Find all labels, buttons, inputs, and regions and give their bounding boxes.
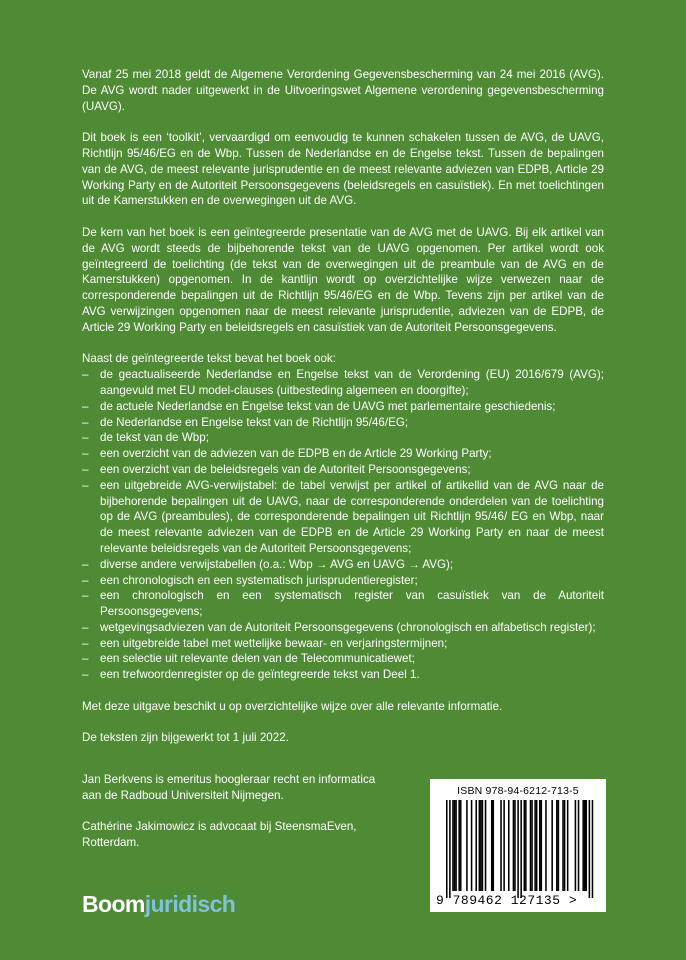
barcode-bar <box>479 800 481 891</box>
author-bio-line: Rotterdam. <box>82 836 140 850</box>
list-item: – een selectie uit relevante delen van de Telecommunicatiewet; <box>82 651 604 667</box>
list-item: – de actuele Nederlandse en Engelse tekst van de UAVG met parlementaire geschiedenis; <box>82 399 604 415</box>
barcode-bar <box>485 800 487 891</box>
author-bio-line: Jan Berkvens is emeritus hoogleraar recht en informatica <box>82 773 376 786</box>
barcode-bar <box>536 800 538 891</box>
barcode-bar <box>525 800 527 891</box>
barcode-bar <box>480 800 482 891</box>
intro-paragraph: Vanaf 25 mei 2018 geldt de Algemene Verordening Gegevensbescherming van 24 mei 2016 (AVG). De AVG wordt nader uitgewerkt in de Uitvoeringswet Algemene verordening gegevensbescherming (UAVG). <box>82 68 604 113</box>
barcode-digits: 9 789462 127135 > <box>436 893 578 908</box>
barcode-bar <box>534 800 536 891</box>
contents-list <box>82 367 604 683</box>
barcode-bar <box>514 800 516 891</box>
barcode-bar <box>589 800 591 898</box>
list-item: – een chronologisch en een systematisch jurisprudentieregister; <box>82 573 604 589</box>
barcode-bar <box>513 800 515 891</box>
barcode-bar <box>530 800 532 891</box>
barcode-bar <box>558 800 560 891</box>
isbn-label: ISBN 978-94-6212-713-5 <box>457 785 579 797</box>
barcode-bar <box>584 800 586 891</box>
barcode-bar <box>592 800 594 898</box>
list-item: – een overzicht van de adviezen van de EDPB en de Article 29 Working Party; <box>82 446 604 462</box>
summary-paragraph: Met deze uitgave beschikt u op overzichtelijke wijze over alle relevante informatie. <box>82 699 503 713</box>
author-bio-line: aan de Radboud Universiteit Nijmegen. <box>82 788 284 802</box>
barcode-bar <box>539 800 541 891</box>
list-item: – een chronologisch en een systematisch register van casuïstiek van de Autoriteit Persoonsgegevens; <box>82 588 604 620</box>
barcode-bar <box>567 800 569 891</box>
barcode-bar <box>524 800 526 891</box>
logo-boom: Boom <box>82 891 145 917</box>
barcode-bar <box>564 800 566 891</box>
barcode-bar <box>562 800 564 891</box>
update-date: De teksten zijn bijgewerkt tot 1 juli 2022. <box>82 731 289 745</box>
barcode-bar <box>545 800 547 891</box>
barcode-bar <box>454 800 456 891</box>
toolkit-paragraph: Dit boek is een ‘toolkit’, vervaardigd om eenvoudig te kunnen schakelen tussen de AVG, de UAVG, Richtlijn 95/46/EG en de Wbp. Tussen de Nederlandse en de Engelse tekst. Tussen de bepalingen van de AVG, de meest relevante jurisprudentie en de meest relevante adviezen van EDPB, Article 29 Working Party en de Autoriteit Persoonsgegevens (beleidsregels en casuïstiek). En met toelichtingen uit de Kamerstukken en de overwegingen uit de AVG. <box>82 131 604 208</box>
barcode-bar <box>503 800 505 891</box>
list-item: – een overzicht van de beleidsregels van de Autoriteit Persoonsgegevens; <box>82 462 604 478</box>
author-bio-line: Cathérine Jakimowicz is advocaat bij SteensmaEven, <box>82 820 357 834</box>
barcode-bar <box>466 800 468 891</box>
author-bio-jakimowicz <box>82 819 412 851</box>
barcode-bar <box>471 800 473 891</box>
barcode-bar <box>551 800 553 891</box>
list-item: – de Nederlandse en Engelse tekst van de Richtlijn 95/46/EG; <box>82 415 604 431</box>
barcode-bar <box>493 800 495 891</box>
isbn-barcode <box>430 779 606 912</box>
logo-juridisch: juridisch <box>144 891 236 917</box>
barcode-bar <box>578 800 580 891</box>
barcode-bar <box>520 800 522 898</box>
barcode-bar <box>500 800 502 891</box>
list-item: – de geactualiseerde Nederlandse en Engelse tekst van de Verordening (EU) 2016/679 (AVG); aangevuld met EU model-clauses (uitbesteding algemeen en doorgifte); <box>82 367 604 399</box>
barcode-bar <box>449 800 451 898</box>
list-item: – diverse andere verwijstabellen (o.a.: Wbp → AVG en UAVG → AVG); <box>82 557 604 573</box>
list-item: – een uitgebreide AVG-verwijstabel: de tabel verwijst per artikel of artikellid van de AVG naar de bijbehorende bepalingen uit de UAVG, naar de corresponderende onderdelen van de toelichting op de AVG (preambules), de corresponderende bepalingen uit Richtlijn 95/46/ EG en Wbp, naar de meest relevante adviezen van de EDPB en de Article 29 Working Party en naar de meest relevante beleidsregels van de Autoriteit Persoonsgegevens; <box>82 478 604 557</box>
core-paragraph: De kern van het boek is een geïntegreerde presentatie van de AVG met de UAVG. Bij elk artikel van de AVG wordt steeds de bijbehorende tekst van de UAVG opgenomen. Per artikel wordt ook geïntegreerd de toelichting (de tekst van de overwegingen uit de preambule van de AVG en de Kamerstukken) opgenomen. In de kantlijn wordt op overzichtelijke wijze verwezen naar de corresponderende bepalingen uit de Richtlijn 95/46/EG en de Wbp. Tevens zijn per artikel van de AVG verwijzingen opgenomen naar de meest relevante jurisprudentie, adviezen van de EDPB, de Article 29 Working Party en beleidsregels en casuïstiek van de Autoriteit Persoonsgegevens. <box>82 225 604 334</box>
barcode-bar <box>508 800 510 891</box>
barcode-bar <box>586 800 588 891</box>
barcode-bar <box>455 800 457 891</box>
barcode-bar <box>475 800 477 891</box>
barcode-bar <box>446 800 448 898</box>
barcode-bar <box>458 800 460 891</box>
author-bios <box>82 772 412 867</box>
list-item: – de tekst van de Wbp; <box>82 430 604 446</box>
barcode-bar <box>582 800 584 891</box>
barcode-bar <box>482 800 484 891</box>
publisher-logo <box>82 888 235 920</box>
contents-intro: Naast de geïntegreerde tekst bevat het boek ook: <box>82 352 336 366</box>
barcode-bar <box>517 800 519 898</box>
list-item: – een uitgebreide tabel met wettelijke bewaar- en verjaringstermijnen; <box>82 636 604 652</box>
barcode-bar <box>575 800 577 891</box>
barcode-bar <box>541 800 543 891</box>
barcode-bar <box>460 800 462 891</box>
back-cover-text <box>82 67 604 762</box>
author-bio-berkvens <box>82 772 412 804</box>
barcode-bar <box>531 800 533 891</box>
barcode-bar <box>491 800 493 891</box>
barcode-bar <box>452 800 454 891</box>
list-item: – wetgevingsadviezen van de Autoriteit Persoonsgegevens (chronologisch en alfabetisch register); <box>82 620 604 636</box>
list-item: – een trefwoordenregister op de geïntegreerde tekst van Deel 1. <box>82 667 604 683</box>
barcode-bar <box>556 800 558 891</box>
